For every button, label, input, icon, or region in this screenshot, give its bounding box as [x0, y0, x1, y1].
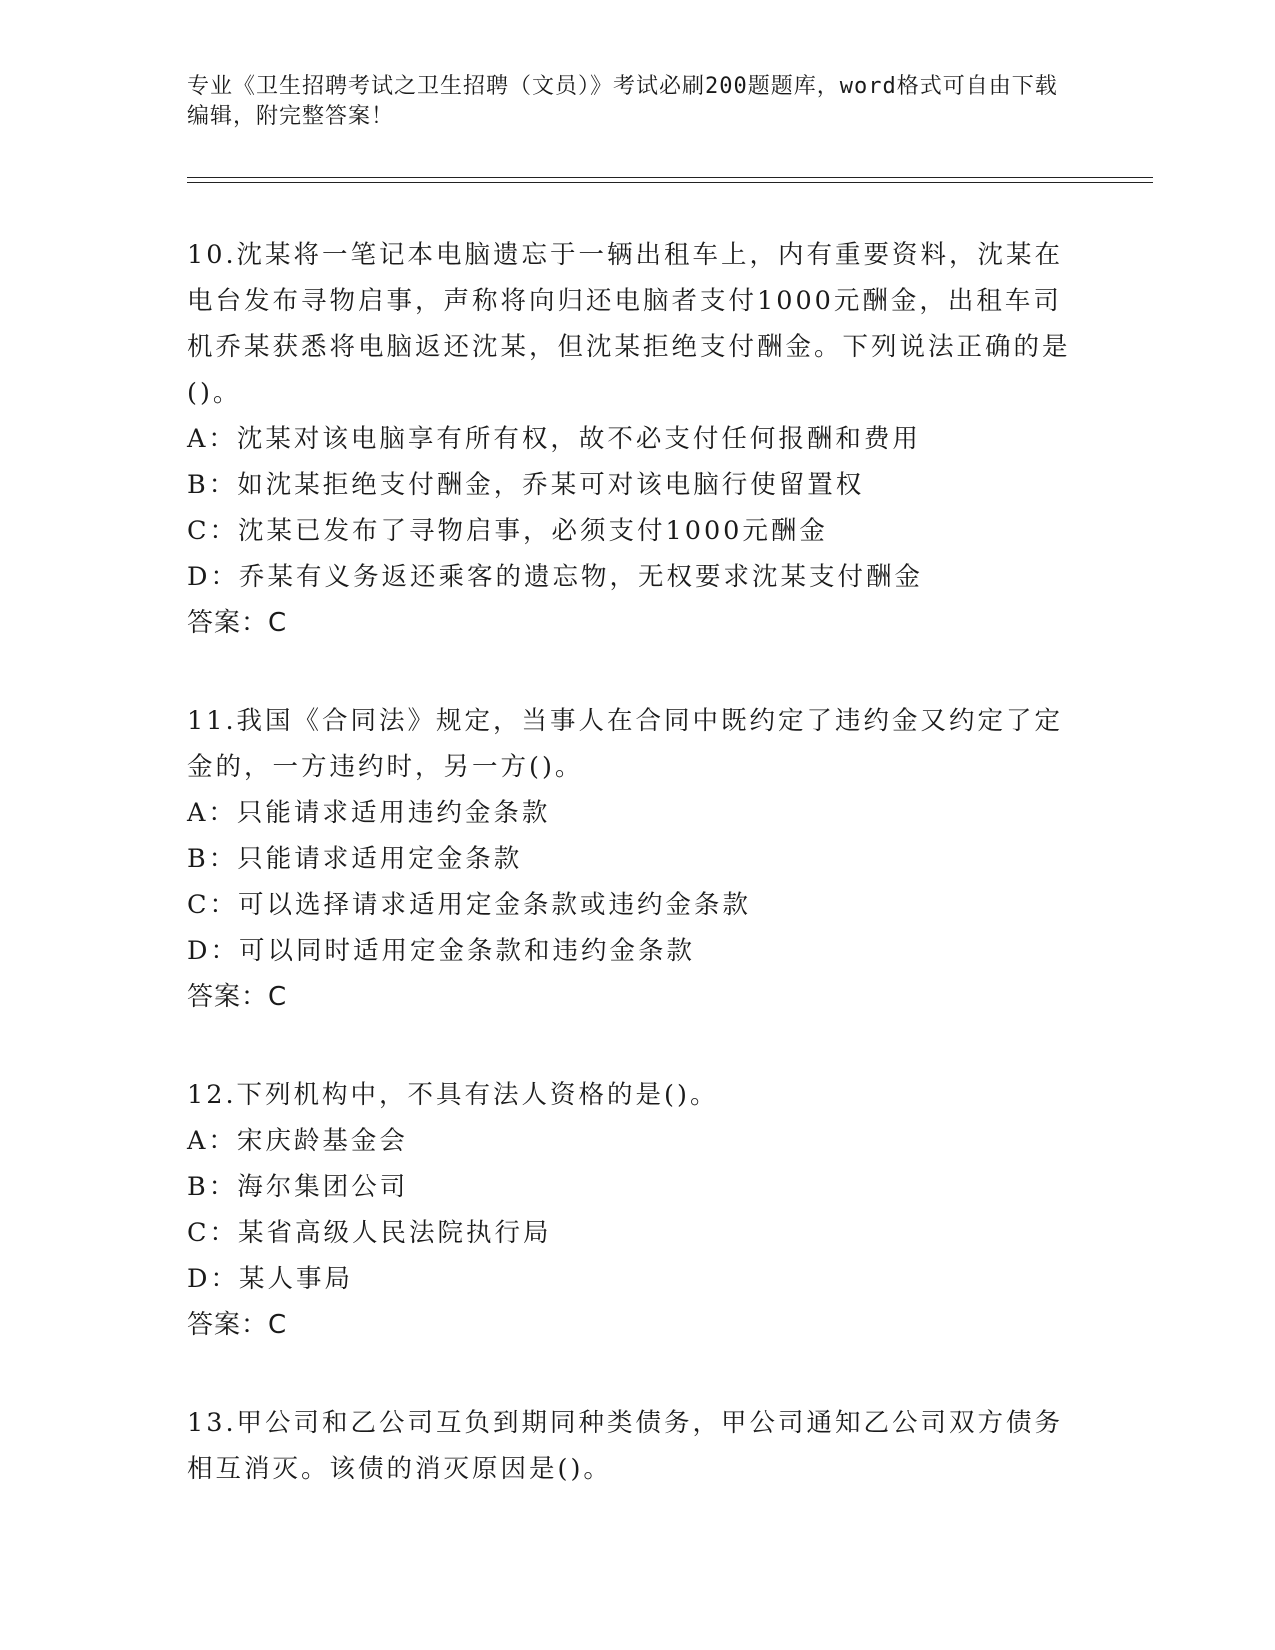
option-c: C：沈某已发布了寻物启事，必须支付1000元酬金	[187, 516, 828, 546]
answer-line: 答案：C	[187, 1310, 288, 1340]
question-stem: 11.我国《合同法》规定，当事人在合同中既约定了违约金又约定了定金的，一方违约时，另一方()。	[187, 706, 1064, 782]
question-13	[187, 1400, 1087, 1492]
option-c: C：可以选择请求适用定金条款或违约金条款	[187, 890, 752, 920]
option-a: A：宋庆龄基金会	[187, 1126, 408, 1156]
answer-line: 答案：C	[187, 608, 288, 638]
option-b: B：只能请求适用定金条款	[187, 844, 523, 874]
question-stem: 12.下列机构中，不具有法人资格的是()。	[187, 1080, 719, 1110]
option-c: C：某省高级人民法院执行局	[187, 1218, 552, 1248]
question-10	[187, 232, 1087, 646]
question-stem: 10.沈某将一笔记本电脑遗忘于一辆出租车上，内有重要资料，沈某在电台发布寻物启事，声称将向归还电脑者支付1000元酬金，出租车司机乔某获悉将电脑返还沈某，但沈某拒绝支付酬金。下列说法正确的是()。	[187, 240, 1071, 408]
document-header: 专业《卫生招聘考试之卫生招聘（文员）》考试必刷200题题库，word格式可自由下载编辑，附完整答案！	[187, 74, 1058, 129]
question-11	[187, 698, 1087, 1020]
option-b: B：海尔集团公司	[187, 1172, 409, 1202]
option-d: D：可以同时适用定金条款和违约金条款	[187, 936, 695, 966]
option-d: D：乔某有义务返还乘客的遗忘物，无权要求沈某支付酬金	[187, 562, 923, 592]
header-divider-top	[187, 177, 1153, 178]
option-b: B：如沈某拒绝支付酬金，乔某可对该电脑行使留置权	[187, 470, 865, 500]
question-12	[187, 1072, 1087, 1348]
option-a: A：沈某对该电脑享有所有权，故不必支付任何报酬和费用	[187, 424, 921, 454]
option-d: D：某人事局	[187, 1264, 353, 1294]
answer-line: 答案：C	[187, 982, 288, 1012]
question-stem: 13.甲公司和乙公司互负到期同种类债务，甲公司通知乙公司双方债务相互消灭。该债的消灭原因是()。	[187, 1408, 1064, 1484]
header-divider-bottom	[187, 182, 1153, 183]
option-a: A：只能请求适用违约金条款	[187, 798, 551, 828]
question-list	[187, 232, 1087, 1544]
